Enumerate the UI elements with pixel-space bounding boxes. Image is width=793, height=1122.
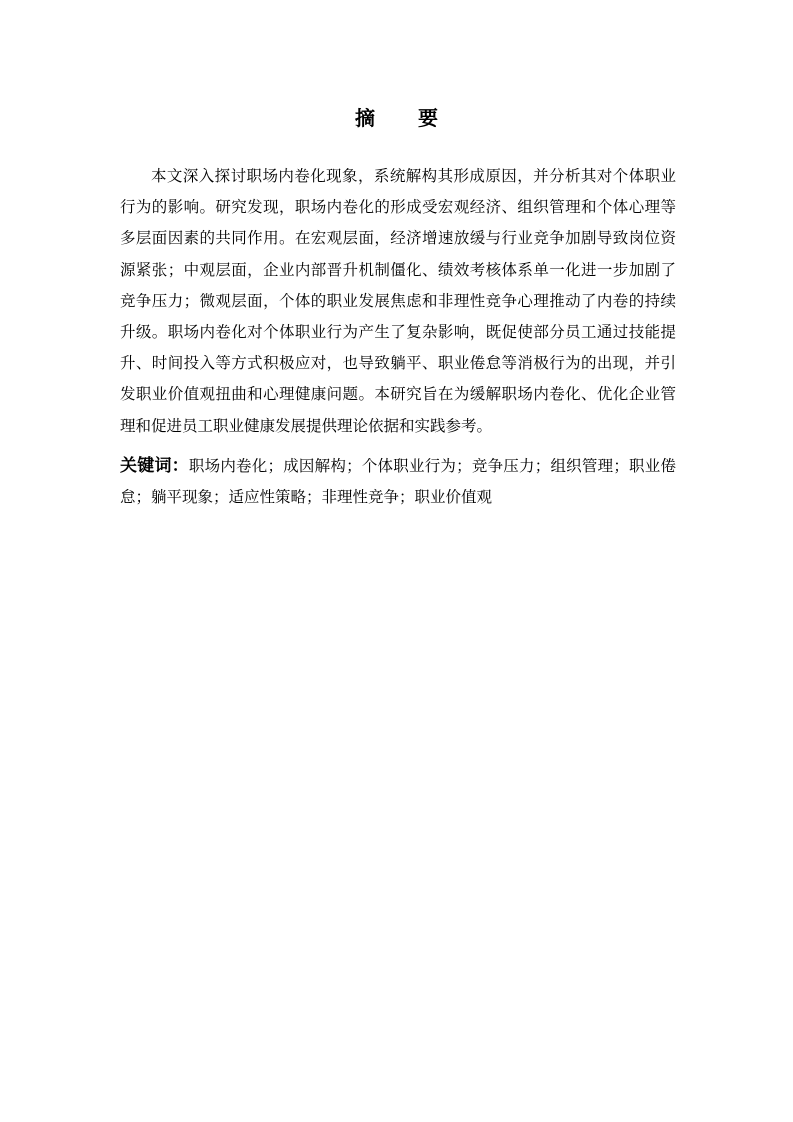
keywords-line <box>120 451 676 513</box>
abstract-heading: 摘 要 <box>355 106 456 130</box>
keywords-list: 职场内卷化；成因解构；个体职业行为；竞争压力；组织管理；职业倦怠；躺平现象；适应性策略；非理性竞争；职业价值观 <box>120 457 676 507</box>
keywords-label: 关键词： <box>120 456 189 476</box>
abstract-body: 本文深入探讨职场内卷化现象，系统解构其形成原因，并分析其对个体职业行为的影响。研究发现，职场内卷化的形成受宏观经济、组织管理和个体心理等多层面因素的共同作用。在宏观层面，经济增速放缓与行业竞争加剧导致岗位资源紧张；中观层面，企业内部晋升机制僵化、绩效考核体系单一化进一步加剧了竞争压力；微观层面，个体的职业发展焦虑和非理性竞争心理推动了内卷的持续升级。职场内卷化对个体职业行为产生了复杂影响，既促使部分员工通过技能提升、时间投入等方式积极应对，也导致躺平、职业倦怠等消极行为的出现，并引发职业价值观扭曲和心理健康问题。本研究旨在为缓解职场内卷化、优化企业管理和促进员工职业健康发展提供理论依据和实践参考。 <box>120 167 676 435</box>
